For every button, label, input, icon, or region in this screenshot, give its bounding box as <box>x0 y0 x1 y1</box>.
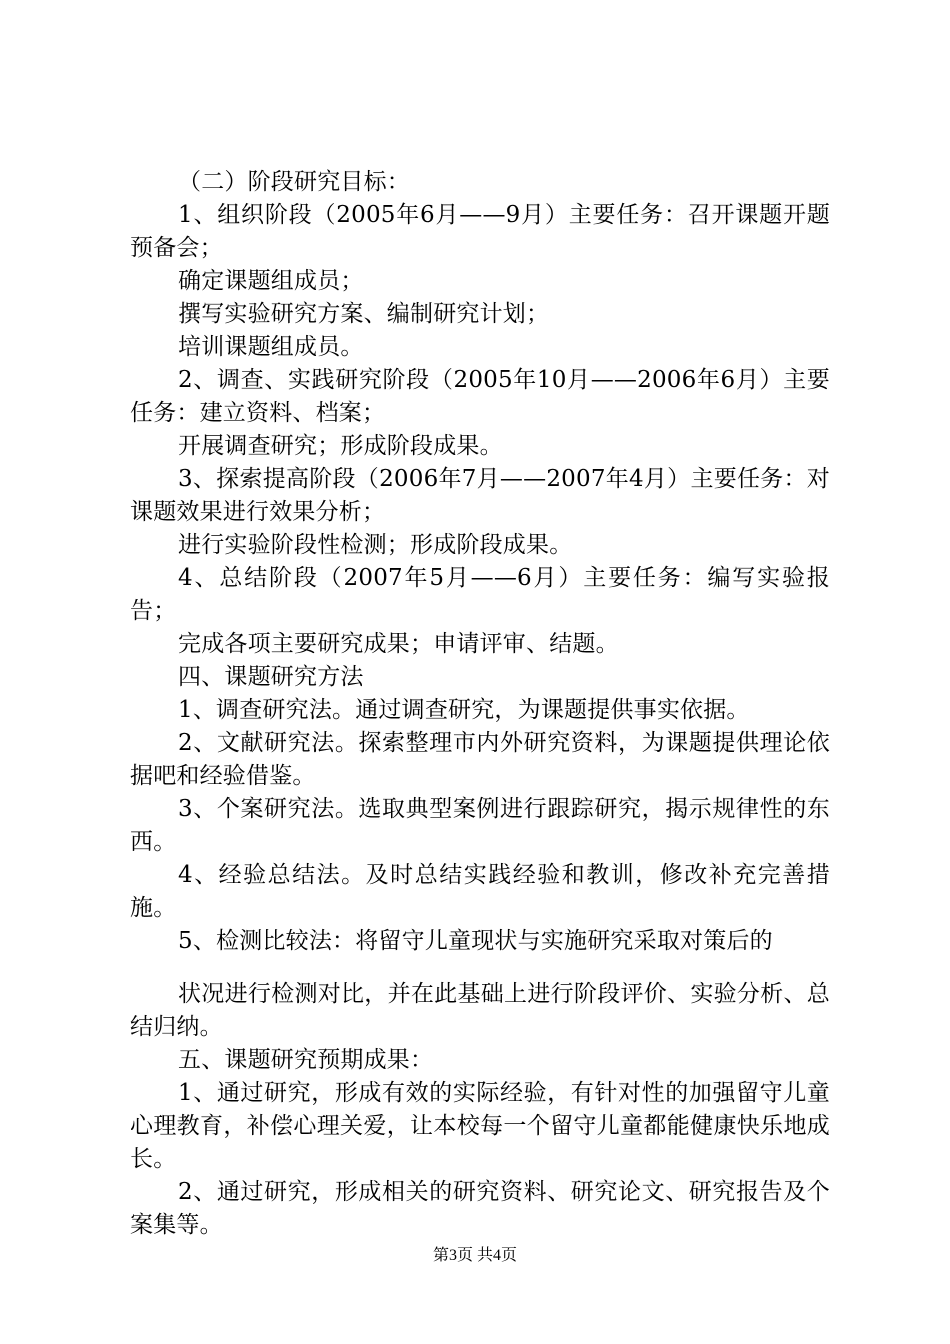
paragraph-gap <box>130 958 830 978</box>
paragraph: 5、检测比较法：将留守儿童现状与实施研究采取对策后的 <box>178 928 773 954</box>
section-heading-methods: 四、课题研究方法 <box>178 664 364 690</box>
section-heading-stage-goals: （二）阶段研究目标： <box>178 169 410 195</box>
paragraph: 培训课题组成员。 <box>178 334 364 360</box>
paragraph: 完成各项主要研究成果；申请评审、结题。 <box>178 631 619 657</box>
paragraph: 4、总结阶段（2007年5月——6月）主要任务：编写实验报告； <box>130 565 830 624</box>
paragraph: 3、探索提高阶段（2006年7月——2007年4月）主要任务：对课题效果进行效果分析； <box>130 466 830 525</box>
page-number-footer: 第3页 共4页 <box>432 1247 517 1264</box>
paragraph: 3、个案研究法。选取典型案例进行跟踪研究，揭示规律性的东西。 <box>130 796 830 855</box>
paragraph: 撰写实验研究方案、编制研究计划； <box>178 301 550 327</box>
paragraph: 1、调查研究法。通过调查研究，为课题提供事实依据。 <box>178 697 750 723</box>
paragraph: 1、组织阶段（2005年6月——9月）主要任务：召开课题开题预备会； <box>130 202 830 261</box>
paragraph: 2、调查、实践研究阶段（2005年10月——2006年6月）主要任务：建立资料、档案； <box>130 367 830 426</box>
paragraph: 开展调查研究；形成阶段成果。 <box>178 433 503 459</box>
section-heading-expected-results: 五、课题研究预期成果： <box>178 1047 434 1073</box>
paragraph: 4、经验总结法。及时总结实践经验和教训，修改补充完善措施。 <box>130 862 830 921</box>
paragraph: 1、通过研究，形成有效的实际经验，有针对性的加强留守儿童心理教育，补偿心理关爱，让本校每一个留守儿童都能健康快乐地成长。 <box>130 1080 830 1172</box>
paragraph: 确定课题组成员； <box>178 268 364 294</box>
paragraph: 2、通过研究，形成相关的研究资料、研究论文、研究报告及个案集等。 <box>130 1179 830 1238</box>
document-body <box>130 166 830 1242</box>
paragraph: 2、文献研究法。探索整理市内外研究资料，为课题提供理论依据吧和经验借鉴。 <box>130 730 830 789</box>
paragraph: 进行实验阶段性检测；形成阶段成果。 <box>178 532 573 558</box>
paragraph: 状况进行检测对比，并在此基础上进行阶段评价、实验分析、总结归纳。 <box>130 981 830 1040</box>
